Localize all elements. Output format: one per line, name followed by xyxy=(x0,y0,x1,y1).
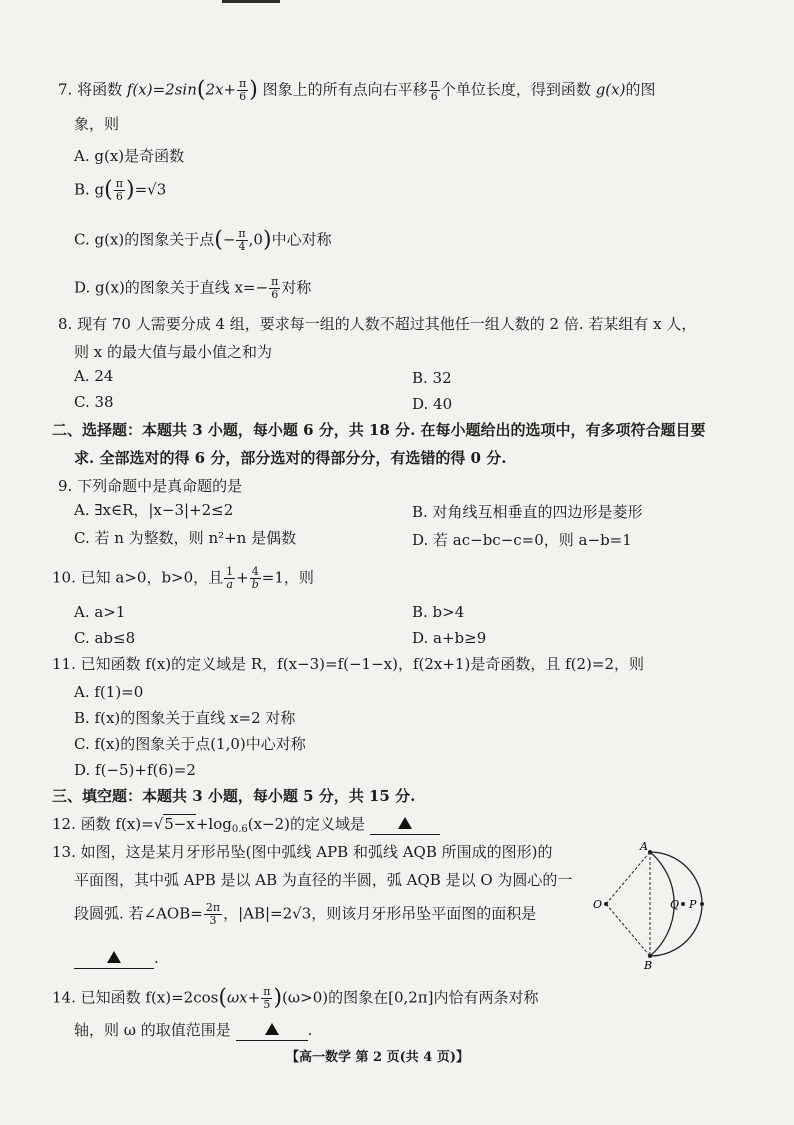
triangle-icon xyxy=(265,1023,279,1035)
q10-option-c: C. ab≤8 xyxy=(74,629,136,647)
q10-option-a: A. a>1 xyxy=(74,603,126,621)
label-p: P xyxy=(689,898,697,911)
q8-stem-line2: 则 x 的最大值与最小值之和为 xyxy=(74,343,272,361)
q8-option-c: C. 38 xyxy=(74,393,114,411)
section2-heading-line2: 求. 全部选对的得 6 分，部分选对的得部分分，有选错的得 0 分. xyxy=(74,449,507,467)
q11-stem: 11. 已知函数 f(x)的定义域是 R，f(x−3)=f(−1−x)，f(2x+1)是奇函数，且 f(2)=2，则 xyxy=(52,655,645,673)
q8-option-b: B. 32 xyxy=(412,369,452,387)
q9-option-a: A. ∃x∈R，|x−3|+2≤2 xyxy=(74,501,234,519)
q10-option-d: D. a+b≥9 xyxy=(412,629,487,647)
q9-option-b: B. 对角线互相垂直的四边形是菱形 xyxy=(412,503,643,521)
q7-option-a: A. g(x)是奇函数 xyxy=(74,147,185,165)
label-a: A xyxy=(640,840,648,853)
q11-option-a: A. f(1)=0 xyxy=(74,683,144,701)
q9-option-c: C. 若 n 为整数，则 n²+n 是偶数 xyxy=(74,529,297,547)
segment-ob xyxy=(606,904,650,956)
q11-option-b: B. f(x)的图象关于直线 x=2 对称 xyxy=(74,709,296,727)
section3-heading: 三、填空题：本题共 3 小题，每小题 5 分，共 15 分. xyxy=(52,787,416,805)
crescent-figure xyxy=(588,838,718,970)
q13-stem-line2: 平面图，其中弧 APB 是以 AB 为直径的半圆，弧 AQB 是以 O 为圆心的一 xyxy=(74,871,573,889)
scan-mark xyxy=(222,0,280,3)
q11-option-c: C. f(x)的图象关于点(1,0)中心对称 xyxy=(74,735,306,753)
q7-stem-line2: 象，则 xyxy=(74,115,120,133)
q9-stem: 9. 下列命题中是真命题的是 xyxy=(58,477,243,495)
q12-stem: 12. 函数 $f(x)=√5-x+\log_{0.6}(x-2)$的定义域是 xyxy=(52,814,440,840)
label-q: Q xyxy=(670,898,680,911)
label-o: O xyxy=(593,898,603,911)
q14-answer-blank xyxy=(236,1020,308,1041)
q7-option-b: B. g( $\frac{\pi}{6}$ )=√3 xyxy=(74,177,167,203)
q7-stem: 7. 将函数 f(x)=2sin(2x+ $\frac{\pi}{6}$ ) 图象上的所有点向右平移 $\frac{\pi}{6}$ 个单位长度，得到函数 g(x)的图 xyxy=(58,77,656,103)
q13-answer-blank xyxy=(74,948,154,969)
q14-stem-line2: 轴，则 ω 的取值范围是 . xyxy=(74,1021,313,1039)
q11-option-d: D. f(−5)+f(6)=2 xyxy=(74,761,196,779)
q10-stem: 10. 已知 a>0，b>0，且 $\frac{1}{a}$ + $\frac{4}{b}$ =1，则 xyxy=(52,565,314,591)
q13-stem-line1: 13. 如图，这是某月牙形吊坠(图中弧线 APB 和弧线 AQB 所围成的图形)的 xyxy=(52,843,553,861)
q9-option-d: D. 若 ac−bc−c=0，则 a−b=1 xyxy=(412,531,632,549)
q13-answer-line: . xyxy=(74,948,159,969)
section2-heading-line1: 二、选择题：本题共 3 小题，每小题 6 分，共 18 分. 在每小题给出的选项中，有多项符合题目要 xyxy=(52,421,706,439)
q8-stem-line1: 8. 现有 70 人需要分成 4 组，要求每一组的人数不超过其他任一组人数的 2 倍. 若某组有 x 人， xyxy=(58,315,697,333)
triangle-icon xyxy=(107,951,121,963)
triangle-icon xyxy=(398,817,412,829)
segment-oa xyxy=(606,852,650,904)
q14-stem: 14. 已知函数 f(x)=2cos(ωx+ $\frac{\pi}{5}$ )(ω>0)的图象在[0,2π]内恰有两条对称 xyxy=(52,985,539,1011)
q13-stem-line3: 段圆弧. 若∠AOB= $\frac{2\pi}{3}$ ，|AB|=2√3，则该月牙形吊坠平面图的面积是 xyxy=(74,901,537,927)
q7-option-d: D. g(x)的图象关于直线 x=− $\frac{\pi}{6}$ 对称 xyxy=(74,275,312,301)
q7-option-c: C. g(x)的图象关于点(− $\frac{\pi}{4}$ ,0)中心对称 xyxy=(74,227,332,253)
label-b: B xyxy=(644,959,653,970)
q8-option-a: A. 24 xyxy=(74,367,114,385)
q12-answer-blank xyxy=(370,814,440,835)
page-footer: 【高一数学 第 2 页(共 4 页)】 xyxy=(286,1050,470,1065)
q10-option-b: B. b>4 xyxy=(412,603,465,621)
q8-option-d: D. 40 xyxy=(412,395,453,413)
